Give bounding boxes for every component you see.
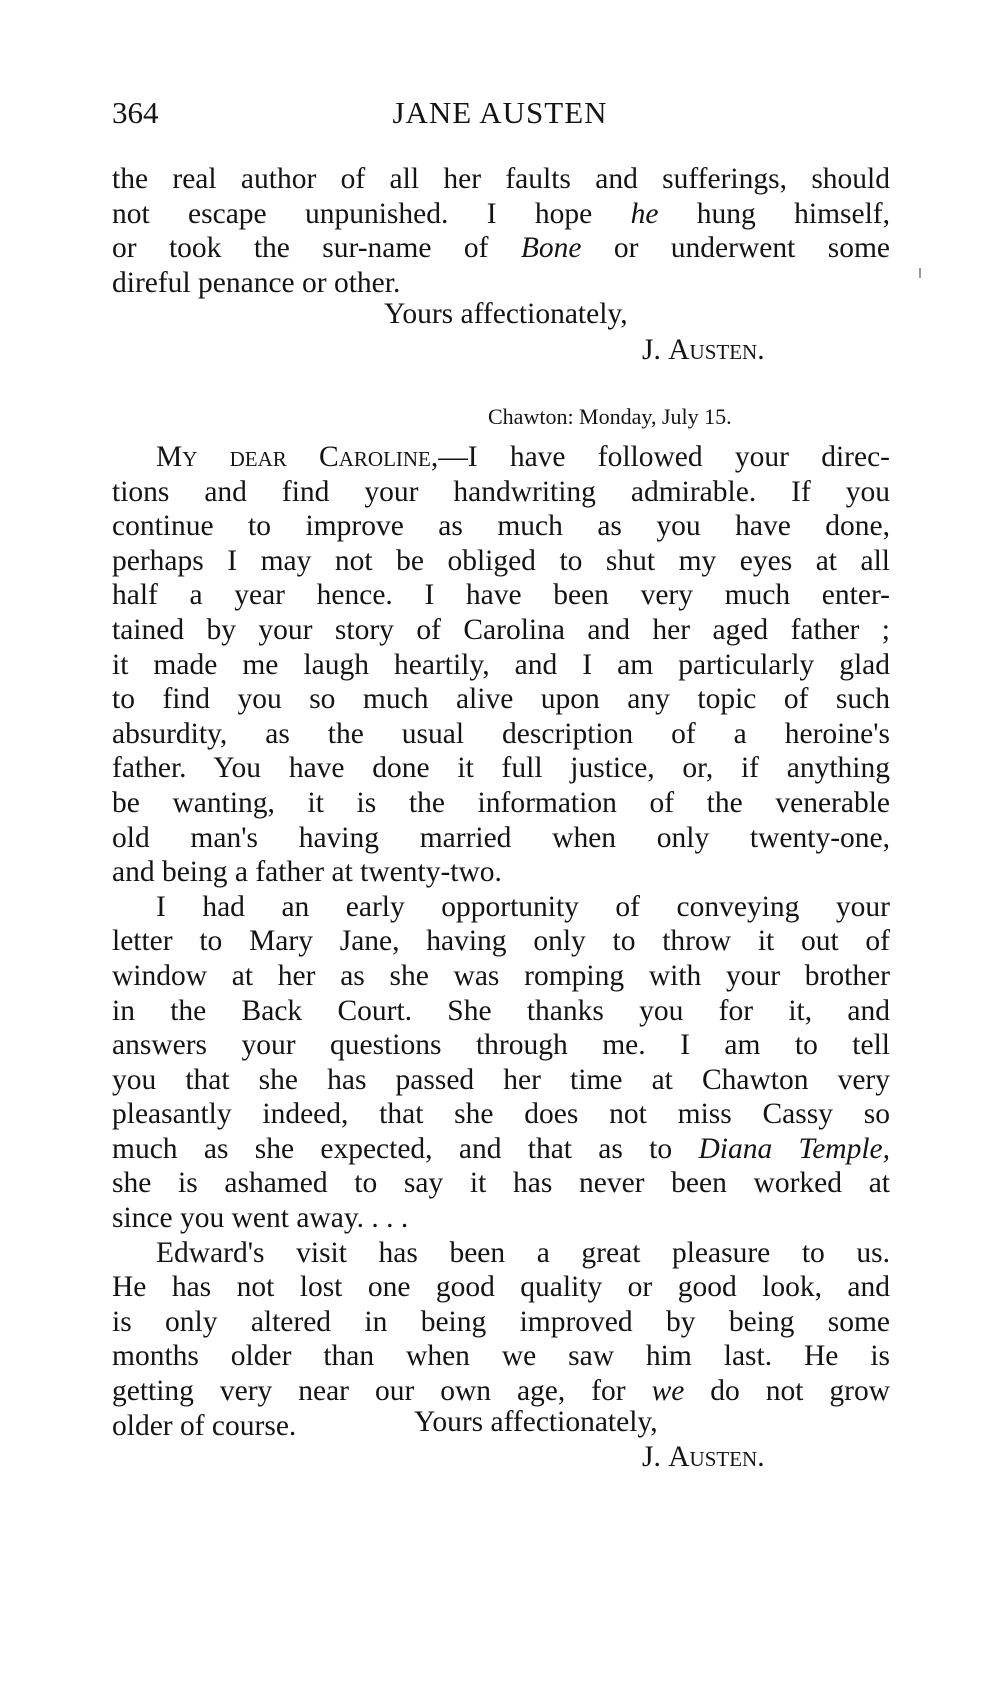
- text-line: since you went away. . . .: [112, 1202, 409, 1235]
- signature: J. Austen.: [642, 1441, 765, 1473]
- dateline: Chawton: Monday, July 15.: [488, 404, 732, 429]
- text-line: perhaps I may not be obliged to shut my eyes at all: [112, 544, 890, 577]
- text-line: letter to Mary Jane, having only to throw it out of: [112, 925, 890, 958]
- text-line: older of course.: [112, 1409, 297, 1442]
- text-line: old man's having married when only twenty-one,: [112, 821, 890, 854]
- text-line: or took the sur-name of Bone or underwent some: [112, 232, 890, 265]
- text-line: you that she has passed her time at Chawton very: [112, 1063, 890, 1096]
- text-line: direful penance or other.: [112, 266, 401, 299]
- text-line: much as she expected, and that as to Diana Temple,: [112, 1132, 891, 1165]
- page-number: 364: [112, 95, 159, 130]
- text-line: My dear Caroline,—I have followed your direc-: [156, 441, 890, 473]
- text-line: tained by your story of Carolina and her aged father ;: [112, 613, 890, 646]
- salutation: My dear Caroline,: [156, 441, 439, 473]
- text-line: father. You have done it full justice, or, if anything: [112, 752, 890, 785]
- text-line: continue to improve as much as you have done,: [112, 510, 890, 543]
- text-line: half a year hence. I have been very much enter-: [112, 579, 890, 612]
- closing: Yours affectionately,: [414, 1406, 658, 1438]
- text-line: tions and find your handwriting admirable. If you: [112, 475, 890, 508]
- text-line: it made me laugh heartily, and I am particularly glad: [112, 648, 890, 681]
- emphasis: he: [630, 197, 659, 230]
- text-line: Edward's visit has been a great pleasure to us.: [156, 1236, 890, 1269]
- text-line: He has not lost one good quality or good look, and: [112, 1271, 890, 1304]
- text-line: answers your questions through me. I am to tell: [112, 1029, 890, 1062]
- emphasis: Diana Temple,: [698, 1132, 891, 1165]
- text-line: getting very near our own age, for we do not grow: [112, 1375, 890, 1408]
- running-head: [112, 95, 888, 139]
- text-line: to find you so much alive upon any topic of such: [112, 683, 890, 716]
- text-line: be wanting, it is the information of the venerable: [112, 786, 890, 819]
- previous-letter-body: [112, 162, 890, 300]
- margin-mark: [919, 268, 921, 278]
- running-title: JANE AUSTEN: [392, 95, 608, 130]
- signature: J. Austen.: [642, 334, 765, 366]
- text-line: not escape unpunished. I hope he hung himself,: [112, 197, 890, 230]
- text-line: she is ashamed to say it has never been worked at: [112, 1167, 890, 1200]
- text-line: the real author of all her faults and sufferings, should: [112, 163, 890, 195]
- closing: Yours affectionately,: [384, 298, 628, 330]
- text-line: I had an early opportunity of conveying your: [156, 890, 890, 923]
- emphasis: we: [651, 1375, 685, 1408]
- letter-body: [112, 440, 890, 1443]
- emphasis: Bone: [520, 232, 582, 265]
- text-line: and being a father at twenty-two.: [112, 856, 502, 889]
- text-line: window at her as she was romping with your brother: [112, 959, 890, 992]
- text-line: months older than when we saw him last. He is: [112, 1340, 890, 1373]
- text-line: is only altered in being improved by being some: [112, 1305, 890, 1338]
- text-line: in the Back Court. She thanks you for it, and: [112, 994, 890, 1027]
- text-line: absurdity, as the usual description of a heroine's: [112, 717, 890, 750]
- text-line: pleasantly indeed, that she does not miss Cassy so: [112, 1098, 890, 1131]
